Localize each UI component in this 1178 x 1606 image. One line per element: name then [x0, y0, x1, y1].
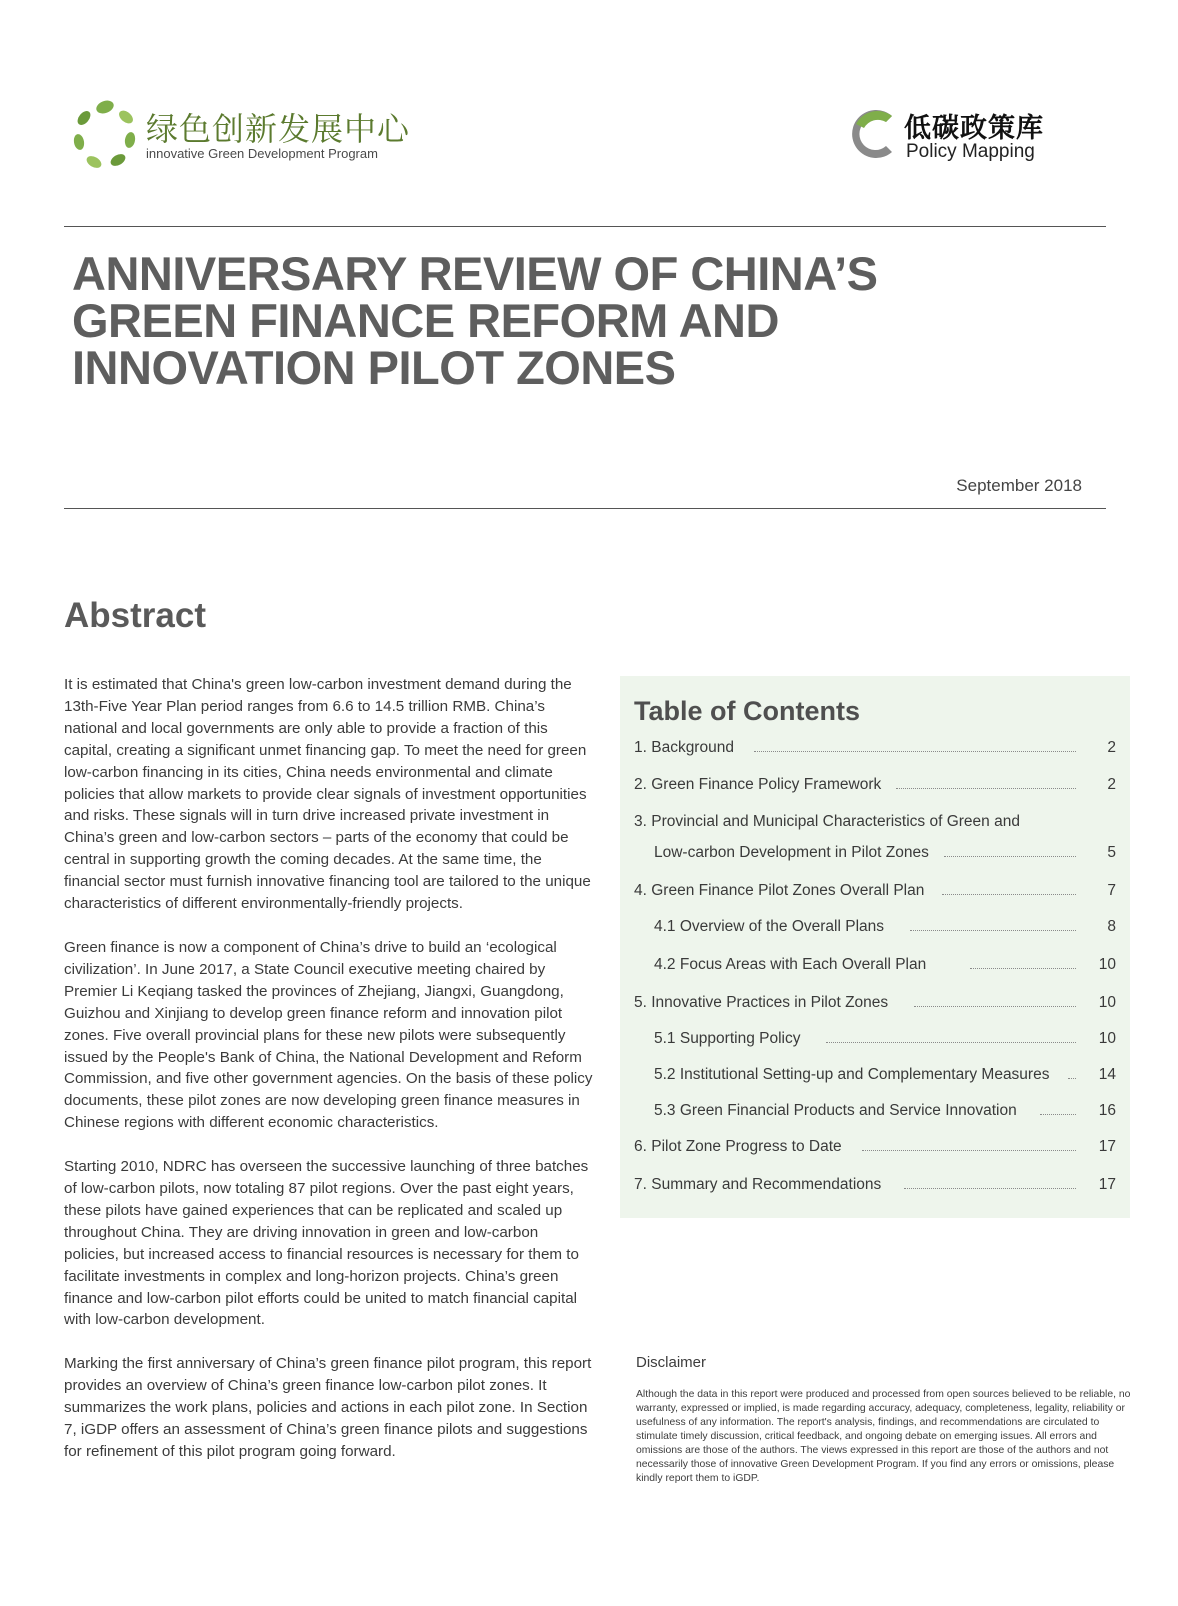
toc-entry-label: 1. Background: [634, 739, 734, 756]
toc-entry-overall-plan[interactable]: [620, 882, 1130, 908]
toc-entry-label: 5.2 Institutional Setting-up and Complementary Measures: [654, 1066, 1050, 1083]
toc-entry-progress-to-date[interactable]: [620, 1138, 1130, 1164]
toc-entry-label: 7. Summary and Recommendations: [634, 1176, 882, 1193]
toc-entry-policy-framework[interactable]: [620, 776, 1130, 802]
igdp-logo-chinese: 绿色创新发展中心: [146, 110, 411, 148]
report-date: September 2018: [956, 476, 1082, 495]
leaf-ring-icon: [72, 100, 138, 170]
policy-mapping-logo-chinese: 低碳政策库: [904, 113, 1044, 144]
report-title: [72, 247, 972, 394]
toc-entry-financial-products[interactable]: [620, 1102, 1130, 1128]
report-title-line: GREEN FINANCE REFORM AND: [72, 294, 779, 347]
toc-leader-dots: [944, 856, 1076, 857]
toc-entry-summary-recommendations[interactable]: [620, 1176, 1130, 1202]
toc-leader-dots: [896, 788, 1076, 789]
table-of-contents: [620, 676, 1130, 1218]
toc-entry-label: 4.2 Focus Areas with Each Overall Plan: [654, 956, 927, 973]
toc-leader-dots: [862, 1150, 1076, 1151]
toc-entry-label: 4. Green Finance Pilot Zones Overall Plan: [634, 882, 925, 899]
top-divider: [64, 226, 1106, 227]
toc-leader-dots: [1040, 1114, 1076, 1115]
toc-entry-supporting-policy[interactable]: [620, 1030, 1130, 1056]
toc-entry-overview-plans[interactable]: [620, 918, 1130, 944]
toc-leader-dots: [914, 1006, 1076, 1007]
abstract-heading: Abstract: [64, 596, 206, 635]
toc-entry-label: 3. Provincial and Municipal Characteristics of Green and: [634, 813, 1020, 830]
toc-leader-dots: [942, 894, 1076, 895]
toc-leader-dots: [826, 1042, 1076, 1043]
toc-entry-provincial-characteristics-cont[interactable]: [620, 844, 1130, 870]
toc-entry-page: 2: [1107, 739, 1116, 756]
toc-entry-page: 7: [1107, 882, 1116, 899]
toc-entry-background[interactable]: [620, 739, 1130, 765]
abstract-paragraph: Starting 2010, NDRC has overseen the successive launching of three batches of low-carbon pilots, now totaling 87 pilot regions. Over the past eight years, these pilots have gained experiences that can be replicated and scaled up throughout China. They are driving innovation in green and low-carbon policies, but increased access to financial resources is necessary for them to facilitate investments in complex and long-horizon projects. China’s green finance and low-carbon pilot efforts could be united to match financial capital with low-carbon development.: [64, 1158, 589, 1329]
c-swoosh-icon: [846, 104, 902, 164]
toc-entry-label: 6. Pilot Zone Progress to Date: [634, 1138, 842, 1155]
toc-entry-page: 10: [1098, 956, 1116, 973]
toc-entry-label: 4.1 Overview of the Overall Plans: [654, 918, 885, 935]
policy-mapping-logo-english: Policy Mapping: [906, 141, 1035, 162]
toc-title: Table of Contents: [634, 696, 860, 726]
igdp-logo-english: innovative Green Development Program: [146, 146, 378, 161]
abstract-paragraph: Marking the first anniversary of China’s green finance pilot program, this report provides an overview of China’s green finance low-carbon pilot zones. It summarizes the work plans, policies and actions in each pilot zone. In Section 7, iGDP offers an assessment of China’s green finance pilots and suggestions for refinement of this pilot program going forward.: [64, 1355, 592, 1460]
toc-leader-dots: [970, 968, 1076, 969]
toc-entry-page: 2: [1107, 776, 1116, 793]
toc-entry-page: 14: [1098, 1066, 1116, 1083]
toc-leader-dots: [754, 751, 1076, 752]
policy-mapping-logo: [846, 104, 1066, 168]
toc-entry-innovative-practices[interactable]: [620, 994, 1130, 1020]
toc-entry-page: 16: [1098, 1102, 1116, 1119]
toc-entry-label: 5.3 Green Financial Products and Service Innovation: [654, 1102, 1017, 1119]
report-title-line: ANNIVERSARY REVIEW OF CHINA’S: [72, 247, 878, 300]
toc-entry-page: 5: [1107, 844, 1116, 861]
toc-entry-page: 8: [1107, 918, 1116, 935]
toc-entry-label: 2. Green Finance Policy Framework: [634, 776, 882, 793]
toc-entry-provincial-characteristics[interactable]: [620, 813, 1130, 839]
toc-entry-focus-areas[interactable]: [620, 956, 1130, 982]
toc-entry-page: 10: [1098, 994, 1116, 1011]
toc-entry-page: 17: [1098, 1138, 1116, 1155]
report-title-line: INNOVATION PILOT ZONES: [72, 341, 676, 394]
disclaimer-heading: Disclaimer: [636, 1354, 707, 1371]
toc-leader-dots: [1068, 1078, 1076, 1079]
abstract-paragraph: Green finance is now a component of China’s drive to build an ‘ecological civilization’. In June 2017, a State Council executive meeting chaired by Premier Li Keqiang tasked the provinces of Zhejiang, Jiangxi, Guangdong, Guizhou and Xinjiang to develop green finance reform and innovation pilot zones. Five overall provincial plans for these new pilots were subsequently issued by the People's Bank of China, the National Development and Reform Commission, and five other government agencies. On the basis of these policy documents, these pilot zones are now developing green finance measures in Chinese regions with different economic characteristics.: [64, 938, 593, 1132]
toc-entry-institutional-setting[interactable]: [620, 1066, 1130, 1092]
toc-leader-dots: [910, 930, 1076, 931]
toc-entry-label: 5.1 Supporting Policy: [654, 1030, 801, 1047]
toc-entry-label-continued: Low-carbon Development in Pilot Zones: [654, 844, 929, 861]
date-divider: [64, 508, 1106, 509]
disclaimer-body: Although the data in this report were produced and processed from open sources believed to be reliable, no warranty, expressed or implied, is made regarding accuracy, adequacy, completeness, legality, reliability or usefulness of any information. The report's analysis, findings, and recommendations are circulated to stimulate timely discussion, critical feedback, and ongoing debate on emerging issues. All errors and omissions are those of the authors. The views expressed in this report are those of the authors and not necessarily those of innovative Green Development Program. If you find any errors or omissions, please kindly report them to iGDP.: [636, 1389, 1131, 1484]
abstract-body: [64, 674, 594, 1485]
toc-entry-page: 10: [1098, 1030, 1116, 1047]
abstract-paragraph: It is estimated that China's green low-carbon investment demand during the 13th-Five Year Plan period ranges from 6.6 to 14.5 trillion RMB. China’s national and local governments are only able to provide a fraction of this capital, creating a significant unmet financing gap. To meet the need for green low-carbon financing in its cities, China needs environmental and climate policies that allow markets to provide clear signals of investment opportunities and risks. These signals will in turn drive increased private investment in China’s green and low-carbon sectors – parts of the economy that could be central in supporting growth the coming decades. At the same time, the financial sector must furnish innovative financing tool are tailored to the unique characteristics of different environmentally-friendly projects.: [64, 676, 591, 913]
igdp-logo: [72, 100, 412, 170]
toc-entry-page: 17: [1098, 1176, 1116, 1193]
toc-entry-label: 5. Innovative Practices in Pilot Zones: [634, 994, 889, 1011]
toc-leader-dots: [904, 1188, 1076, 1189]
